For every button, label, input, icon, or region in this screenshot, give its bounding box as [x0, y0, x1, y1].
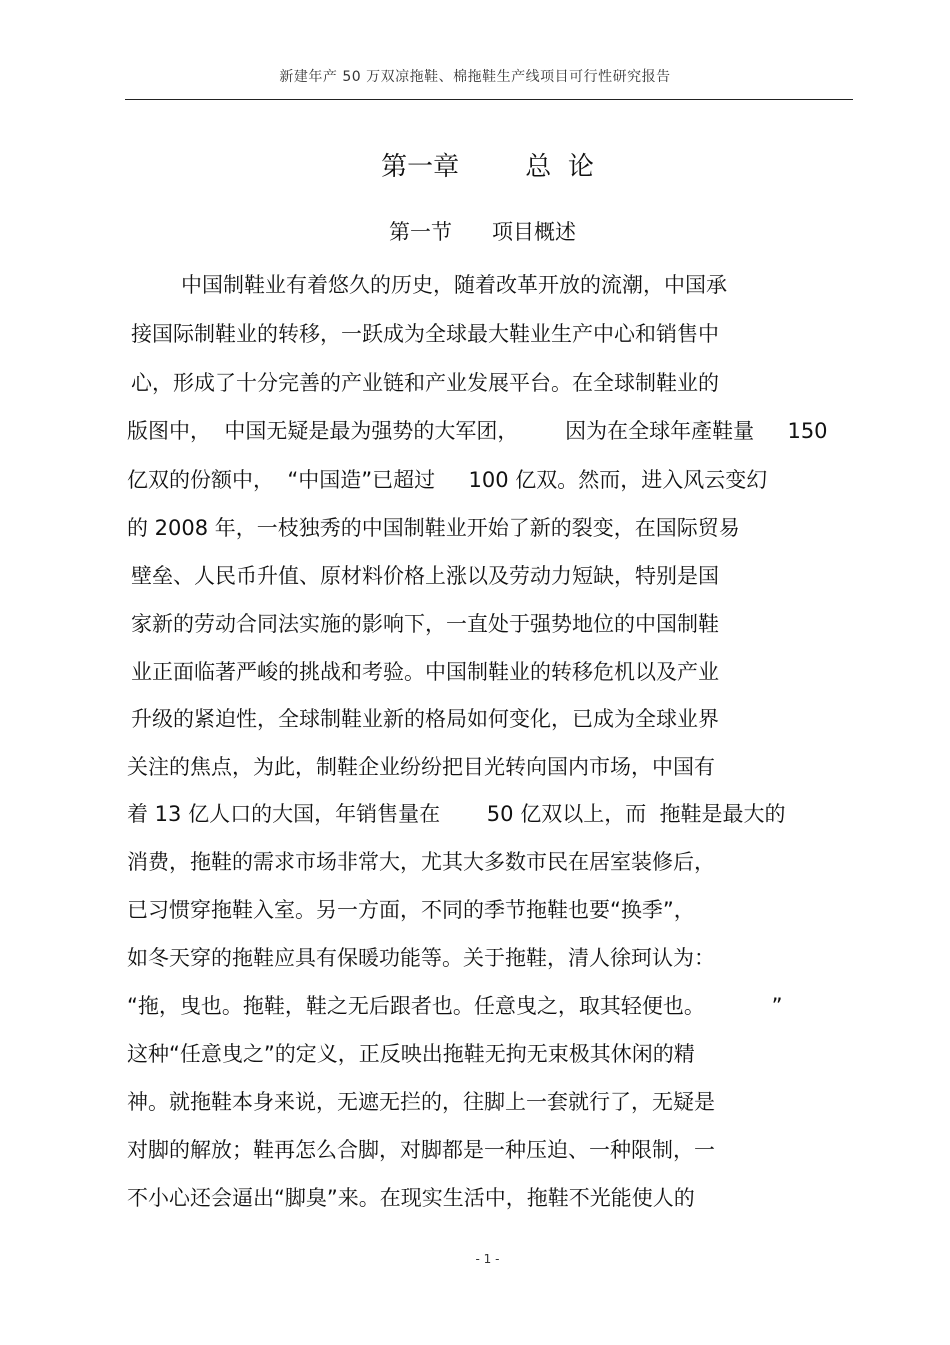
- paragraph-line: 升级的紧迫性，全球制鞋业新的格局如何变化，已成为全球业界: [131, 707, 719, 731]
- paragraph-line: 版图中， 中国无疑是最为强势的大军团， 因为在全球年產鞋量 150: [127, 419, 828, 443]
- paragraph-line: 的 2008 年，一枝独秀的中国制鞋业开始了新的裂变，在国际贸易: [127, 516, 740, 540]
- paragraph-line: 着 13 亿人口的大国，年销售量在 50 亿双以上，而 拖鞋是最大的: [127, 802, 786, 826]
- paragraph-line: 不小心还会逼出“脚臭”来。在现实生活中，拖鞋不光能使人的: [127, 1186, 695, 1210]
- paragraph-line: 家新的劳动合同法实施的影响下，一直处于强势地位的中国制鞋: [131, 612, 719, 636]
- running-header: 新建年产 50 万双凉拖鞋、棉拖鞋生产线项目可行性研究报告: [279, 69, 671, 85]
- chapter-title: 第一章 总 论: [381, 152, 594, 182]
- paragraph-line: 神。就拖鞋本身来说，无遮无拦的，往脚上一套就行了，无疑是: [127, 1090, 715, 1114]
- paragraph-line: 关注的焦点，为此，制鞋企业纷纷把目光转向国内市场，中国有: [127, 755, 715, 779]
- paragraph-line: 心，形成了十分完善的产业链和产业发展平台。在全球制鞋业的: [131, 371, 719, 395]
- paragraph-line: 壁垒、人民币升值、原材料价格上涨以及劳动力短缺，特别是国: [131, 564, 719, 588]
- paragraph-line: 如冬天穿的拖鞋应具有保暖功能等。关于拖鞋，清人徐珂认为：: [127, 946, 715, 970]
- paragraph-line: 已习惯穿拖鞋入室。另一方面，不同的季节拖鞋也要“换季”，: [127, 898, 695, 922]
- paragraph-line: “拖，曳也。拖鞋，鞋之无后跟者也。任意曳之，取其轻便也。 ”: [127, 994, 783, 1018]
- paragraph-line: 这种“任意曳之”的定义，正反映出拖鞋无拘无束极其休闲的精: [127, 1042, 695, 1066]
- section-title: 第一节 项目概述: [388, 220, 577, 244]
- paragraph-line: 中国制鞋业有着悠久的历史，随着改革开放的流潮，中国承: [181, 273, 727, 297]
- page-number: - 1 -: [475, 1252, 500, 1266]
- paragraph-line: 对脚的解放；鞋再怎么合脚，对脚都是一种压迫、一种限制，一: [127, 1138, 715, 1162]
- paragraph-line: 接国际制鞋业的转移，一跃成为全球最大鞋业生产中心和销售中: [131, 322, 719, 346]
- paragraph-line: 消费，拖鞋的需求市场非常大，尤其大多数市民在居室装修后，: [127, 850, 715, 874]
- header-rule: [125, 99, 853, 100]
- paragraph-line: 亿双的份额中， “中国造”已超过 100 亿双。然而，进入风云变幻: [127, 468, 768, 492]
- paragraph-line: 业正面临著严峻的挑战和考验。中国制鞋业的转移危机以及产业: [131, 660, 719, 684]
